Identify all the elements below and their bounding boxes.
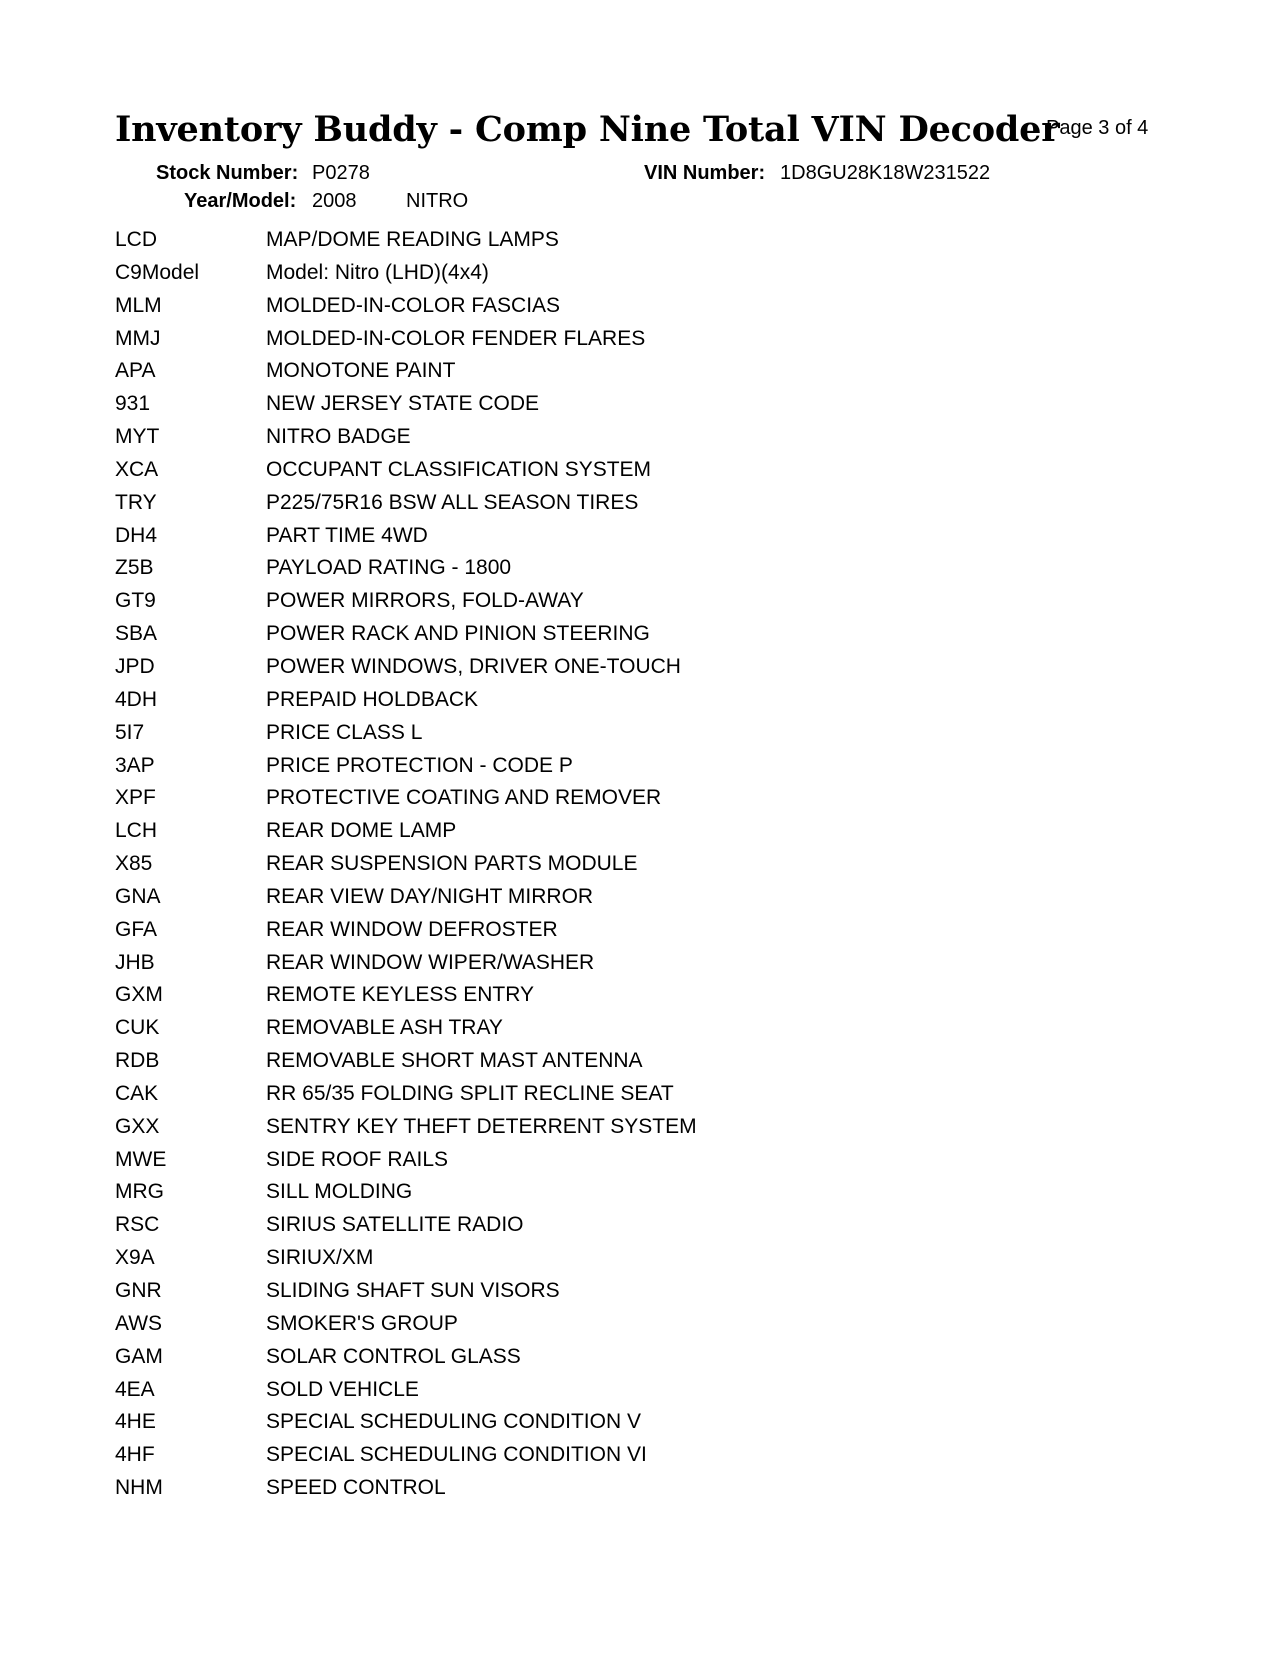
option-code: MRG <box>115 1180 164 1204</box>
option-code: MLM <box>115 293 162 317</box>
list-item <box>115 1379 697 1412</box>
list-item <box>115 919 697 952</box>
option-code: XPF <box>115 786 156 810</box>
document-title: Inventory Buddy - Comp Nine Total VIN Decoder <box>115 109 1060 150</box>
option-description: REAR SUSPENSION PARTS MODULE <box>266 852 638 876</box>
option-code: 931 <box>115 392 151 416</box>
option-description: REMOVABLE SHORT MAST ANTENNA <box>266 1049 643 1073</box>
option-description: SILL MOLDING <box>266 1180 413 1204</box>
option-description: P225/75R16 BSW ALL SEASON TIRES <box>266 490 639 514</box>
option-description: SMOKER'S GROUP <box>266 1311 458 1335</box>
option-code: GAM <box>115 1344 163 1368</box>
list-item <box>115 590 697 623</box>
option-code: SBA <box>115 622 158 646</box>
list-item <box>115 984 697 1017</box>
option-description: MOLDED-IN-COLOR FENDER FLARES <box>266 326 646 350</box>
list-item <box>115 1444 697 1477</box>
option-code: LCD <box>115 228 158 251</box>
list-item <box>115 1017 697 1050</box>
option-code: X85 <box>115 852 153 876</box>
list-item <box>115 393 697 426</box>
option-code: RSC <box>115 1213 160 1237</box>
option-code: CUK <box>115 1016 160 1040</box>
list-item <box>115 557 697 590</box>
option-code: XCA <box>115 457 159 481</box>
list-item <box>115 1411 697 1444</box>
stock-number-label: Stock Number: <box>156 162 299 184</box>
list-item <box>115 262 697 295</box>
option-description: SLIDING SHAFT SUN VISORS <box>266 1279 560 1302</box>
year-value: 2008 <box>312 190 357 212</box>
option-description: Model: Nitro (LHD)(4x4) <box>266 260 489 284</box>
option-description: POWER RACK AND PINION STEERING <box>266 622 650 646</box>
list-item <box>115 952 697 985</box>
option-code: RDB <box>115 1049 160 1073</box>
list-item <box>115 1083 697 1116</box>
option-code: TRY <box>115 490 157 514</box>
option-code: CAK <box>115 1081 159 1105</box>
list-item <box>115 1149 697 1182</box>
option-description: SIRIUS SATELLITE RADIO <box>266 1213 524 1237</box>
list-item <box>115 1116 697 1149</box>
option-code: 5I7 <box>115 720 145 744</box>
option-code: GT9 <box>115 589 156 613</box>
option-description: SPEED CONTROL <box>266 1476 446 1500</box>
option-description: SIRIUX/XM <box>266 1246 374 1270</box>
option-code: GFA <box>115 917 158 941</box>
list-item <box>115 656 697 689</box>
list-item <box>115 820 697 853</box>
option-code: 4EA <box>115 1377 155 1401</box>
option-code: GNA <box>115 884 161 908</box>
vin-number-label: VIN Number: <box>644 162 766 184</box>
option-description: OCCUPANT CLASSIFICATION SYSTEM <box>266 457 652 481</box>
option-code: APA <box>115 359 156 383</box>
list-item <box>115 1214 697 1247</box>
option-code: 4HE <box>115 1410 156 1434</box>
option-code: JPD <box>115 654 155 678</box>
list-item <box>115 295 697 328</box>
option-code: AWS <box>115 1311 163 1335</box>
list-item <box>115 1280 697 1313</box>
model-value: NITRO <box>406 190 469 212</box>
option-code: 4HF <box>115 1443 155 1467</box>
option-description: SIDE ROOF RAILS <box>266 1147 449 1171</box>
list-item <box>115 1346 697 1379</box>
list-item <box>115 1181 697 1214</box>
option-description: PROTECTIVE COATING AND REMOVER <box>266 786 662 810</box>
year-model-label: Year/Model: <box>184 190 297 212</box>
option-code: MYT <box>115 425 160 449</box>
option-description: MAP/DOME READING LAMPS <box>266 228 559 251</box>
option-code: Z5B <box>115 556 154 580</box>
option-code: MWE <box>115 1147 167 1171</box>
option-code: MMJ <box>115 326 161 350</box>
list-item <box>115 853 697 886</box>
option-description: REMOTE KEYLESS ENTRY <box>266 983 535 1007</box>
option-code: 3AP <box>115 753 155 777</box>
option-description: REMOVABLE ASH TRAY <box>266 1016 503 1040</box>
option-code: GNR <box>115 1279 162 1302</box>
option-description: NITRO BADGE <box>266 425 411 449</box>
option-description: REAR DOME LAMP <box>266 819 457 843</box>
vin-number-value: 1D8GU28K18W231522 <box>780 162 991 184</box>
stock-number-value: P0278 <box>312 162 370 184</box>
option-description: REAR WINDOW DEFROSTER <box>266 917 558 941</box>
list-item <box>115 689 697 722</box>
option-code: NHM <box>115 1476 163 1500</box>
option-code: GXM <box>115 983 163 1007</box>
option-description: SOLD VEHICLE <box>266 1377 419 1401</box>
list-item <box>115 492 697 525</box>
option-description: REAR VIEW DAY/NIGHT MIRROR <box>266 884 594 908</box>
option-code: DH4 <box>115 523 158 547</box>
option-code-list <box>115 229 697 1510</box>
option-description: PRICE PROTECTION - CODE P <box>266 753 573 777</box>
option-description: SOLAR CONTROL GLASS <box>266 1344 521 1368</box>
option-code: C9Model <box>115 260 200 284</box>
option-description: PRICE CLASS L <box>266 720 423 744</box>
page-number: Page 3 of 4 <box>1046 117 1149 139</box>
list-item <box>115 1050 697 1083</box>
option-code: GXX <box>115 1114 160 1138</box>
option-description: RR 65/35 FOLDING SPLIT RECLINE SEAT <box>266 1081 674 1105</box>
option-description: REAR WINDOW WIPER/WASHER <box>266 950 595 974</box>
list-item <box>115 755 697 788</box>
list-item <box>115 328 697 361</box>
option-description: SENTRY KEY THEFT DETERRENT SYSTEM <box>266 1114 697 1138</box>
option-description: SPECIAL SCHEDULING CONDITION V <box>266 1410 641 1434</box>
option-description: PAYLOAD RATING - 1800 <box>266 556 512 580</box>
list-item <box>115 525 697 558</box>
option-description: SPECIAL SCHEDULING CONDITION VI <box>266 1443 647 1467</box>
list-item <box>115 1313 697 1346</box>
list-item <box>115 623 697 656</box>
option-description: MONOTONE PAINT <box>266 359 456 383</box>
option-description: POWER WINDOWS, DRIVER ONE-TOUCH <box>266 654 681 678</box>
list-item <box>115 229 697 262</box>
list-item <box>115 722 697 755</box>
list-item <box>115 360 697 393</box>
option-code: LCH <box>115 819 158 843</box>
option-description: PREPAID HOLDBACK <box>266 687 478 711</box>
option-code: X9A <box>115 1246 155 1270</box>
list-item <box>115 886 697 919</box>
option-description: NEW JERSEY STATE CODE <box>266 392 540 416</box>
option-code: JHB <box>115 950 155 974</box>
option-description: PART TIME 4WD <box>266 523 428 547</box>
list-item <box>115 1247 697 1280</box>
option-description: MOLDED-IN-COLOR FASCIAS <box>266 293 561 317</box>
option-code: 4DH <box>115 687 158 711</box>
list-item <box>115 787 697 820</box>
list-item <box>115 426 697 459</box>
option-description: POWER MIRRORS, FOLD-AWAY <box>266 589 584 613</box>
list-item <box>115 459 697 492</box>
list-item <box>115 1477 697 1510</box>
